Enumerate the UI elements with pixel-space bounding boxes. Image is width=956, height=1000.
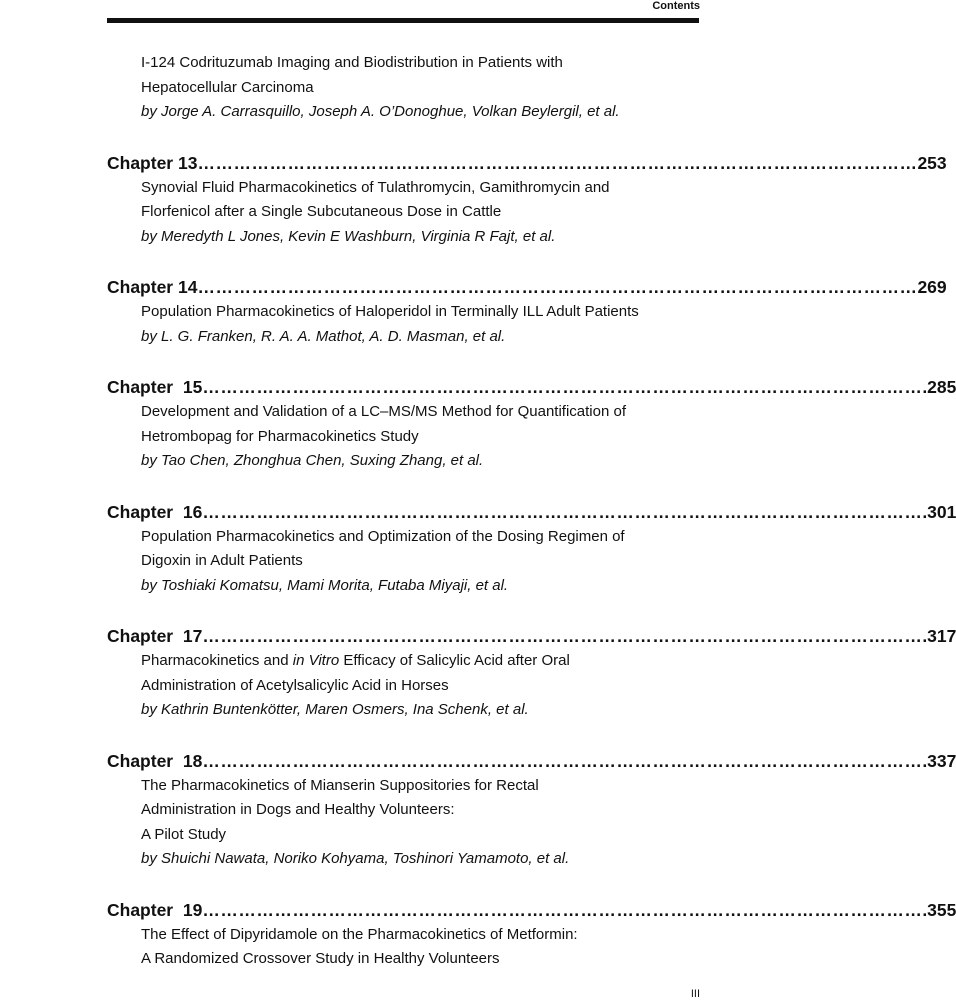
entry-title-line: Population Pharmacokinetics of Haloperidol in Terminally ILL Adult Patients xyxy=(141,303,639,320)
chapter-label: Chapter 14 xyxy=(107,277,198,297)
toc-entry xyxy=(107,499,956,599)
table-of-contents xyxy=(107,51,956,972)
chapter-heading[interactable] xyxy=(107,897,956,923)
chapter-label: Chapter 19 xyxy=(107,899,203,920)
toc-entry xyxy=(107,274,947,349)
chapter-page-number: .337 xyxy=(922,750,956,771)
entry-authors: by Jorge A. Carrasquillo, Joseph A. O’Donoghue, Volkan Beylergil, et al. xyxy=(141,103,620,120)
chapter-label: Chapter 13 xyxy=(107,152,198,173)
entry-authors: by Tao Chen, Zhonghua Chen, Suxing Zhang, et al. xyxy=(141,452,484,469)
chapter-label: Chapter 17 xyxy=(107,626,203,646)
toc-entry xyxy=(107,748,956,872)
chapter-heading[interactable] xyxy=(107,623,956,649)
dot-leader: ………………………………………………………………………………………………………… xyxy=(202,377,923,397)
entry-title-line: Digoxin in Adult Patients xyxy=(141,552,303,569)
dot-leader: ………………………………………………………………………………………………………… xyxy=(202,750,923,771)
entry-authors: by L. G. Franken, R. A. A. Mathot, A. D. Masman, et al. xyxy=(141,327,506,345)
dot-leader: ………………………………………………………………………………………………………… xyxy=(197,152,918,173)
entry-authors: by Toshiaki Komatsu, Mami Morita, Futaba Miyaji, et al. xyxy=(141,576,509,594)
chapter-heading[interactable] xyxy=(107,274,947,300)
entry-authors: by Kathrin Buntenkötter, Maren Osmers, Ina Schenk, et al. xyxy=(141,701,529,718)
entry-title-line: Synovial Fluid Pharmacokinetics of Tulathromycin, Gamithromycin and xyxy=(141,178,610,196)
entry-title-line: A Pilot Study xyxy=(141,825,227,843)
dot-leader: ………………………………………………………………………………………………………… xyxy=(202,899,923,920)
chapter-label: Chapter 16 xyxy=(107,501,203,522)
chapter-heading[interactable] xyxy=(107,499,956,525)
toc-entry xyxy=(107,374,956,474)
toc-entry xyxy=(107,623,956,723)
chapter-heading[interactable] xyxy=(107,374,956,400)
chapter-page-number: .285 xyxy=(922,377,956,397)
entry-authors: by Shuichi Nawata, Noriko Kohyama, Toshinori Yamamoto, et al. xyxy=(141,850,570,867)
entry-title-line: The Pharmacokinetics of Mianserin Suppositories for Rectal xyxy=(141,776,539,794)
chapter-heading[interactable] xyxy=(107,150,947,176)
dot-leader: ………………………………………………………………………………………………………… xyxy=(197,277,918,297)
entry-title-line: Florfenicol after a Single Subcutaneous Dose in Cattle xyxy=(141,203,502,220)
chapter-label: Chapter 18 xyxy=(107,750,203,771)
dot-leader: ………………………………………………………………………………………………………… xyxy=(202,626,923,646)
entry-title-line: Development and Validation of a LC–MS/MS Method for Quantification of xyxy=(141,403,626,420)
chapter-page-number: 269 xyxy=(917,277,947,297)
entry-title-line: The Effect of Dipyridamole on the Pharmacokinetics of Metformin: xyxy=(141,925,578,943)
page-number: III xyxy=(690,988,700,1000)
header-rule xyxy=(107,18,699,23)
entry-authors: by Meredyth L Jones, Kevin E Washburn, Virginia R Fajt, et al. xyxy=(141,227,556,245)
entry-title-line: Population Pharmacokinetics and Optimization of the Dosing Regimen of xyxy=(141,527,625,545)
entry-title-line: Hepatocellular Carcinoma xyxy=(141,78,314,96)
entry-title-line: A Randomized Crossover Study in Healthy Volunteers xyxy=(141,950,500,967)
dot-leader: ………………………………………………………………………………………………………… xyxy=(202,501,923,522)
chapter-heading[interactable] xyxy=(107,748,956,774)
toc-entry xyxy=(107,897,956,972)
entry-title-line: I-124 Codrituzumab Imaging and Biodistribution in Patients with xyxy=(141,54,563,71)
chapter-page-number: 253 xyxy=(917,152,947,173)
toc-entry xyxy=(107,150,947,250)
entry-title-line: Hetrombopag for Pharmacokinetics Study xyxy=(141,427,419,445)
running-header: Contents xyxy=(652,0,700,12)
chapter-page-number: .301 xyxy=(922,501,956,522)
entry-title-line: Administration of Acetylsalicylic Acid in Horses xyxy=(141,676,449,694)
entry-title-line: Pharmacokinetics and in Vitro Efficacy of Salicylic Acid after Oral xyxy=(141,652,570,669)
chapter-page-number: .355 xyxy=(922,899,956,920)
chapter-label: Chapter 15 xyxy=(107,377,203,397)
chapter-page-number: .317 xyxy=(922,626,956,646)
toc-entry xyxy=(107,51,700,125)
entry-title-line: Administration in Dogs and Healthy Volunteers: xyxy=(141,801,455,818)
